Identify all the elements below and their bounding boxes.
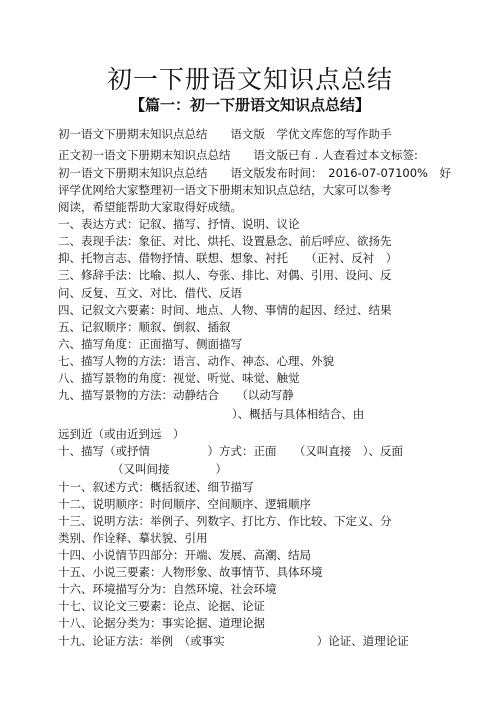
text-line: 十四、小说情节四部分：开端、发展、高潮、结局: [58, 548, 311, 562]
text-line: （又叫间接 ）: [112, 462, 227, 476]
text-line: 五、记叙顺序：顺叙、倒叙、插叙: [58, 320, 231, 334]
text-line: 十五、小说三要素：人物形象、故事情节、具体环境: [58, 565, 323, 579]
document-subtitle: 【篇一：初一下册语文知识点总结】: [129, 96, 370, 114]
text-line: 问、反复、互文、对比、借代、反语: [58, 286, 242, 300]
text-line: 七、描写人物的方法：语言、动作、神态、心理、外貌: [58, 354, 334, 368]
text-line: 类别、作诠释、摹状貌、引用: [58, 531, 208, 545]
document-title: 初一下册语文知识点总结: [106, 65, 393, 94]
text-line: ）、概括与具体相结合、由: [232, 407, 365, 421]
text-line: 阅读，希望能帮助大家取得好成绩。: [58, 200, 242, 214]
text-line: 一、表达方式：记叙、描写、抒情、说明、议论: [58, 217, 300, 231]
text-line: 远到近（或由近到远 ）: [58, 427, 185, 441]
text-line: 二、表现手法：象征、对比、烘托、设置悬念、前后呼应、欲扬先: [58, 234, 392, 248]
text-line: 抑、托物言志、借物抒情、联想、想象、衬托 （正衬、反衬 ）: [58, 251, 398, 265]
text-line: 十一、叙述方式：概括叙述、细节描写: [58, 480, 254, 494]
text-line: 十、描写（或抒情 ）方式：正面 （又叫直接 ）、反面: [58, 444, 403, 458]
text-line: 六、描写角度：正面描写、侧面描写: [58, 337, 242, 351]
text-line: 十八、论据分类为：事实论据、道理论据: [58, 616, 265, 630]
text-line: 九、描写景物的方法：动静结合 （以动写静: [58, 388, 294, 402]
text-line: 十九、论证方法：举例 （或事实 ）论证、道理论证: [58, 634, 409, 648]
text-line: 正文初一语文下册期末知识点总结 语文版已有 . 人查看过本文标签:: [58, 148, 418, 162]
text-line: 十二、说明顺序：时间顺序、空间顺序、逻辑顺序: [58, 497, 311, 511]
text-line: 八、描写景物的角度：视觉、听觉、味觉、触觉: [58, 371, 300, 385]
text-line: 初一语文下册期末知识点总结 语文版 学优文库您的写作助手: [58, 127, 392, 141]
text-line: 四、记叙文六要素：时间、地点、人物、事情的起因、经过、结果: [58, 303, 392, 317]
text-line: 十七、议论文三要素：论点、论据、论证: [58, 599, 265, 613]
text-line: 三、修辞手法：比喻、拟人、夸张、排比、对偶、引用、设问、反: [58, 268, 392, 282]
text-line: 十六、环境描写分为：自然环境、社会环境: [58, 582, 277, 596]
text-line: 评学优网给大家整理初一语文下册期末知识点总结，大家可以参考: [58, 183, 392, 197]
text-line: 十三、说明方法：举例子、列数字、打比方、作比较、下定义、分: [58, 514, 392, 528]
text-line: 初一语文下册期末知识点总结 语文版发布时间： 2016-07-07100% 好: [58, 166, 451, 180]
